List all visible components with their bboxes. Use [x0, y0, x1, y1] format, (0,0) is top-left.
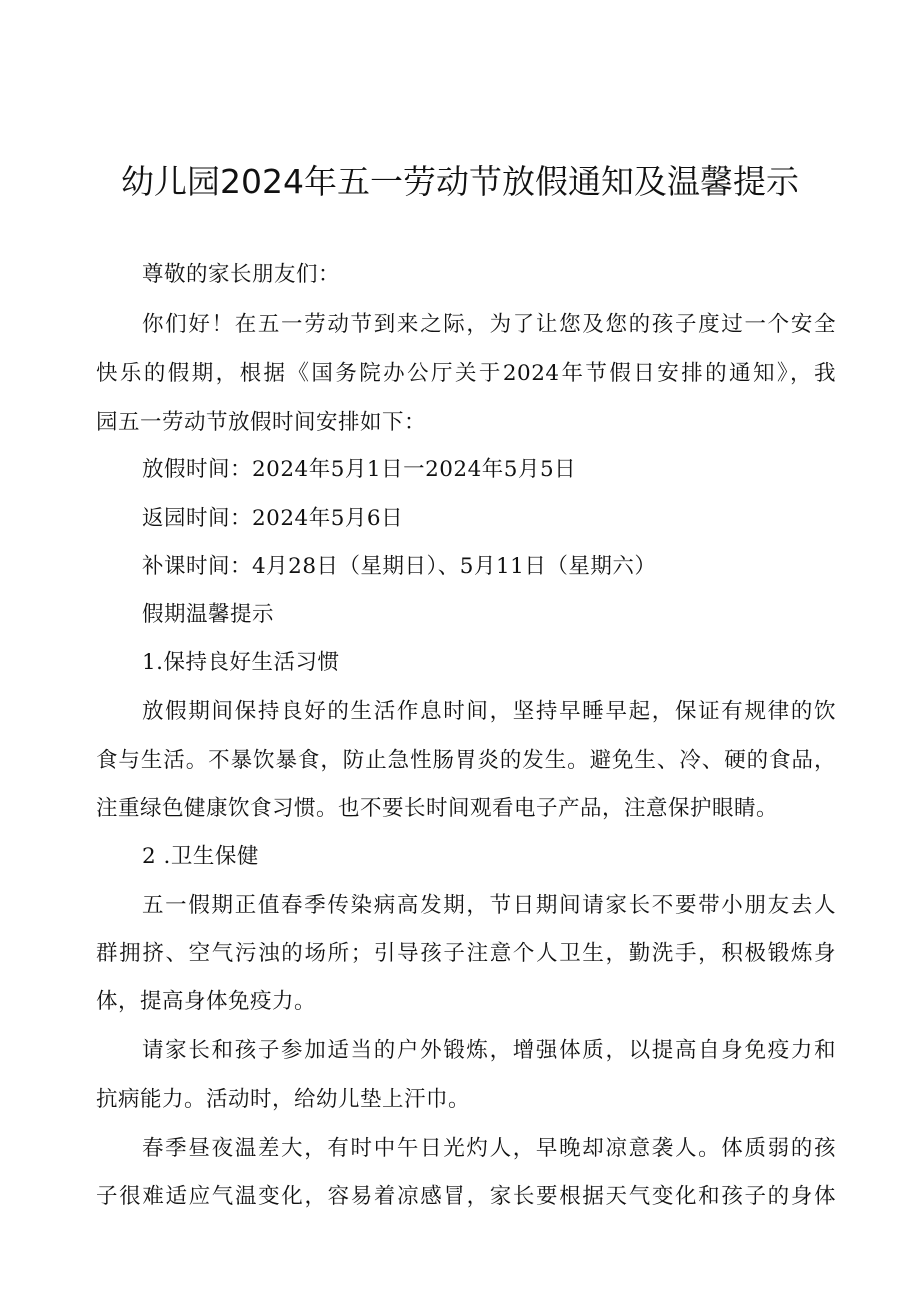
greeting: 尊敬的家长朋友们：: [142, 262, 341, 287]
section2-p3-line: 子很难适应气温变化，容易着凉感冒，家长要根据天气变化和孩子的身体: [96, 1184, 836, 1209]
intro-line: 快乐的假期，根据《国务院办公厅关于2024年节假日安排的通知》，我: [96, 361, 836, 386]
section2-p2-line: 请家长和孩子参加适当的户外锻炼，增强体质，以提高自身免疫力和: [142, 1038, 836, 1063]
schedule-makeup: 补课时间：4月28日（星期日）、5月11日（星期六）: [142, 554, 657, 579]
tips-heading: 假期温馨提示: [142, 602, 275, 627]
document-title: 幼儿园2024年五一劳动节放假通知及温馨提示: [121, 162, 799, 201]
section2-p3-line: 春季昼夜温差大，有时中午日光灼人，早晚却凉意袭人。体质弱的孩: [142, 1136, 836, 1161]
schedule-holiday: 放假时间：2024年5月1日一2024年5月5日: [142, 457, 577, 482]
intro-line: 你们好！在五一劳动节到来之际，为了让您及您的孩子度过一个安全: [142, 312, 836, 337]
schedule-return: 返园时间：2024年5月6日: [142, 506, 404, 531]
section2-p1-line: 体，提高身体免疫力。: [96, 989, 317, 1014]
section1-heading: 1.保持良好生活习惯: [142, 650, 340, 675]
intro-line: 园五一劳动节放假时间安排如下：: [96, 410, 427, 435]
section2-p1-line: 五一假期正值春季传染病高发期，节日期间请家长不要带小朋友去人: [142, 893, 836, 918]
section1-line: 食与生活。不暴饮暴食，防止急性肠胃炎的发生。避免生、冷、硬的食品，: [96, 748, 836, 773]
section2-p1-line: 群拥挤、空气污浊的场所；引导孩子注意个人卫生，勤洗手，积极锻炼身: [96, 941, 836, 966]
section1-line: 注重绿色健康饮食习惯。也不要长时间观看电子产品，注意保护眼睛。: [96, 796, 779, 821]
section2-heading: 2 .卫生保健: [142, 844, 259, 869]
section1-line: 放假期间保持良好的生活作息时间，坚持早睡早起，保证有规律的饮: [142, 699, 836, 724]
section2-p2-line: 抗病能力。活动时，给幼儿垫上汗巾。: [96, 1087, 471, 1112]
